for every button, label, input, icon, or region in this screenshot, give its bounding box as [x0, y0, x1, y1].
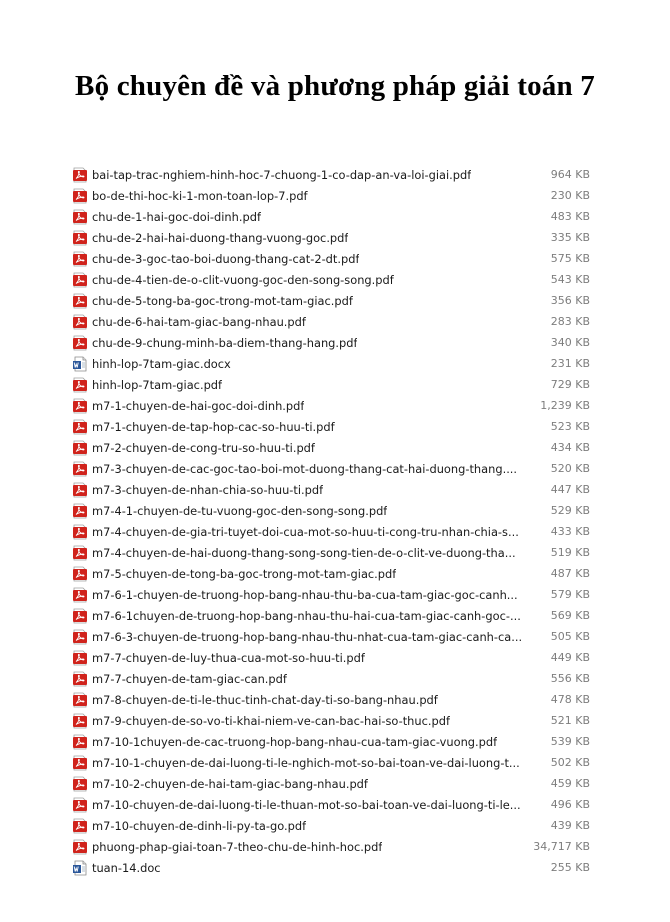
- file-size: 230 KB: [550, 189, 590, 202]
- pdf-icon: [72, 566, 88, 582]
- pdf-icon: [72, 377, 88, 393]
- file-size: 283 KB: [550, 315, 590, 328]
- file-size: 447 KB: [550, 483, 590, 496]
- file-size: 356 KB: [550, 294, 590, 307]
- file-name[interactable]: m7-10-chuyen-de-dinh-li-py-ta-go.pdf: [92, 818, 307, 833]
- file-row[interactable]: [72, 668, 602, 689]
- file-list: [72, 164, 602, 878]
- file-name[interactable]: m7-10-chuyen-de-dai-luong-ti-le-thuan-mot-so-bai-toan-ve-dai-luong-ti-le...: [92, 797, 521, 812]
- file-row[interactable]: [72, 794, 602, 815]
- pdf-icon: [72, 713, 88, 729]
- file-name[interactable]: m7-6-1chuyen-de-truong-hop-bang-nhau-thu-hai-cua-tam-giac-canh-goc-...: [92, 608, 521, 623]
- file-name[interactable]: m7-6-3-chuyen-de-truong-hop-bang-nhau-thu-nhat-cua-tam-giac-canh-ca...: [92, 629, 523, 644]
- file-name[interactable]: m7-8-chuyen-de-ti-le-thuc-tinh-chat-day-ti-so-bang-nhau.pdf: [92, 692, 438, 707]
- file-size: 505 KB: [550, 630, 590, 643]
- file-name[interactable]: m7-9-chuyen-de-so-vo-ti-khai-niem-ve-can-bac-hai-so-thuc.pdf: [92, 713, 450, 728]
- file-name[interactable]: m7-4-chuyen-de-gia-tri-tuyet-doi-cua-mot-so-huu-ti-cong-tru-nhan-chia-s...: [92, 524, 519, 539]
- file-row[interactable]: [72, 542, 602, 563]
- file-size: 519 KB: [550, 546, 590, 559]
- file-size: 523 KB: [550, 420, 590, 433]
- file-row[interactable]: [72, 437, 602, 458]
- file-name[interactable]: m7-4-chuyen-de-hai-duong-thang-song-song-tien-de-o-clit-ve-duong-tha...: [92, 545, 516, 560]
- file-row[interactable]: [72, 710, 602, 731]
- file-row[interactable]: [72, 752, 602, 773]
- file-size: 569 KB: [550, 609, 590, 622]
- file-size: 231 KB: [550, 357, 590, 370]
- pdf-icon: [72, 167, 88, 183]
- file-name[interactable]: m7-10-1-chuyen-de-dai-luong-ti-le-nghich-mot-so-bai-toan-ve-dai-luong-t...: [92, 755, 520, 770]
- file-size: 478 KB: [550, 693, 590, 706]
- file-size: 255 KB: [550, 861, 590, 874]
- pdf-icon: [72, 692, 88, 708]
- file-name[interactable]: m7-1-chuyen-de-tap-hop-cac-so-huu-ti.pdf: [92, 419, 335, 434]
- file-name[interactable]: m7-3-chuyen-de-nhan-chia-so-huu-ti.pdf: [92, 482, 324, 497]
- pdf-icon: [72, 524, 88, 540]
- pdf-icon: [72, 398, 88, 414]
- file-name[interactable]: chu-de-5-tong-ba-goc-trong-mot-tam-giac.pdf: [92, 293, 353, 308]
- file-row[interactable]: [72, 332, 602, 353]
- pdf-icon: [72, 545, 88, 561]
- pdf-icon: [72, 776, 88, 792]
- file-size: 439 KB: [550, 819, 590, 832]
- file-name[interactable]: m7-3-chuyen-de-cac-goc-tao-boi-mot-duong-thang-cat-hai-duong-thang....: [92, 461, 518, 476]
- file-size: 340 KB: [550, 336, 590, 349]
- file-name[interactable]: chu-de-2-hai-hai-duong-thang-vuong-goc.pdf: [92, 230, 349, 245]
- file-name[interactable]: m7-7-chuyen-de-luy-thua-cua-mot-so-huu-ti.pdf: [92, 650, 365, 665]
- file-row[interactable]: [72, 164, 602, 185]
- file-row[interactable]: [72, 374, 602, 395]
- pdf-icon: [72, 797, 88, 813]
- file-row[interactable]: [72, 647, 602, 668]
- pdf-icon: [72, 272, 88, 288]
- pdf-icon: [72, 629, 88, 645]
- pdf-icon: [72, 230, 88, 246]
- file-name[interactable]: m7-6-1-chuyen-de-truong-hop-bang-nhau-thu-ba-cua-tam-giac-goc-canh...: [92, 587, 518, 602]
- file-size: 449 KB: [550, 651, 590, 664]
- file-name[interactable]: bai-tap-trac-nghiem-hinh-hoc-7-chuong-1-co-dap-an-va-loi-giai.pdf: [92, 167, 472, 182]
- file-row[interactable]: [72, 206, 602, 227]
- file-row[interactable]: [72, 836, 602, 857]
- file-row[interactable]: [72, 227, 602, 248]
- file-row[interactable]: [72, 311, 602, 332]
- file-name[interactable]: chu-de-9-chung-minh-ba-diem-thang-hang.pdf: [92, 335, 358, 350]
- file-row[interactable]: [72, 353, 602, 374]
- pdf-icon: [72, 671, 88, 687]
- file-name[interactable]: m7-7-chuyen-de-tam-giac-can.pdf: [92, 671, 287, 686]
- file-size: 502 KB: [550, 756, 590, 769]
- file-row[interactable]: [72, 773, 602, 794]
- file-size: 434 KB: [550, 441, 590, 454]
- pdf-icon: [72, 251, 88, 267]
- file-size: 483 KB: [550, 210, 590, 223]
- file-name[interactable]: chu-de-3-goc-tao-boi-duong-thang-cat-2-dt.pdf: [92, 251, 360, 266]
- file-name[interactable]: hinh-lop-7tam-giac.docx: [92, 356, 231, 371]
- pdf-icon: [72, 482, 88, 498]
- file-row[interactable]: [72, 290, 602, 311]
- pdf-icon: [72, 209, 88, 225]
- file-name[interactable]: m7-10-1chuyen-de-cac-truong-hop-bang-nhau-cua-tam-giac-vuong.pdf: [92, 734, 498, 749]
- file-name[interactable]: chu-de-6-hai-tam-giac-bang-nhau.pdf: [92, 314, 306, 329]
- file-name[interactable]: tuan-14.doc: [92, 860, 161, 875]
- file-size: 520 KB: [550, 462, 590, 475]
- file-row[interactable]: [72, 689, 602, 710]
- file-size: 539 KB: [550, 735, 590, 748]
- file-row[interactable]: [72, 815, 602, 836]
- pdf-icon: [72, 188, 88, 204]
- pdf-icon: [72, 839, 88, 855]
- pdf-icon: [72, 734, 88, 750]
- file-size: 496 KB: [550, 798, 590, 811]
- file-name[interactable]: bo-de-thi-hoc-ki-1-mon-toan-lop-7.pdf: [92, 188, 308, 203]
- pdf-icon: [72, 335, 88, 351]
- file-row[interactable]: [72, 521, 602, 542]
- file-row[interactable]: [72, 584, 602, 605]
- file-size: 521 KB: [550, 714, 590, 727]
- pdf-icon: [72, 440, 88, 456]
- file-size: 335 KB: [550, 231, 590, 244]
- file-size: 487 KB: [550, 567, 590, 580]
- file-row[interactable]: [72, 185, 602, 206]
- file-row[interactable]: [72, 395, 602, 416]
- file-name[interactable]: hinh-lop-7tam-giac.pdf: [92, 377, 223, 392]
- file-size: 543 KB: [550, 273, 590, 286]
- file-row[interactable]: [72, 479, 602, 500]
- word-doc-icon: [72, 356, 88, 372]
- pdf-icon: [72, 587, 88, 603]
- pdf-icon: [72, 608, 88, 624]
- file-size: 34,717 KB: [533, 840, 590, 853]
- file-row[interactable]: [72, 626, 602, 647]
- file-row[interactable]: [72, 605, 602, 626]
- file-name[interactable]: m7-5-chuyen-de-tong-ba-goc-trong-mot-tam-giac.pdf: [92, 566, 397, 581]
- pdf-icon: [72, 503, 88, 519]
- file-row[interactable]: [72, 857, 602, 878]
- pdf-icon: [72, 314, 88, 330]
- file-name[interactable]: m7-1-chuyen-de-hai-goc-doi-dinh.pdf: [92, 398, 305, 413]
- file-row[interactable]: [72, 458, 602, 479]
- file-name[interactable]: m7-2-chuyen-de-cong-tru-so-huu-ti.pdf: [92, 440, 315, 455]
- file-name[interactable]: phuong-phap-giai-toan-7-theo-chu-de-hinh-hoc.pdf: [92, 839, 383, 854]
- file-name[interactable]: chu-de-1-hai-goc-doi-dinh.pdf: [92, 209, 261, 224]
- file-row[interactable]: [72, 500, 602, 521]
- file-size: 556 KB: [550, 672, 590, 685]
- file-row[interactable]: [72, 269, 602, 290]
- file-size: 1,239 KB: [540, 399, 590, 412]
- file-name[interactable]: m7-4-1-chuyen-de-tu-vuong-goc-den-song-song.pdf: [92, 503, 388, 518]
- file-row[interactable]: [72, 248, 602, 269]
- pdf-icon: [72, 419, 88, 435]
- file-name[interactable]: m7-10-2-chuyen-de-hai-tam-giac-bang-nhau.pdf: [92, 776, 368, 791]
- pdf-icon: [72, 755, 88, 771]
- file-size: 433 KB: [550, 525, 590, 538]
- pdf-icon: [72, 293, 88, 309]
- page-title: Bộ chuyên đề và phương pháp giải toán 7: [75, 70, 595, 102]
- file-name[interactable]: chu-de-4-tien-de-o-clit-vuong-goc-den-song-song.pdf: [92, 272, 394, 287]
- file-size: 575 KB: [550, 252, 590, 265]
- pdf-icon: [72, 818, 88, 834]
- file-row[interactable]: [72, 731, 602, 752]
- file-size: 964 KB: [550, 168, 590, 181]
- file-row[interactable]: [72, 563, 602, 584]
- word-doc-icon: [72, 860, 88, 876]
- file-size: 529 KB: [550, 504, 590, 517]
- file-row[interactable]: [72, 416, 602, 437]
- file-size: 729 KB: [550, 378, 590, 391]
- file-size: 459 KB: [550, 777, 590, 790]
- file-size: 579 KB: [550, 588, 590, 601]
- pdf-icon: [72, 650, 88, 666]
- pdf-icon: [72, 461, 88, 477]
